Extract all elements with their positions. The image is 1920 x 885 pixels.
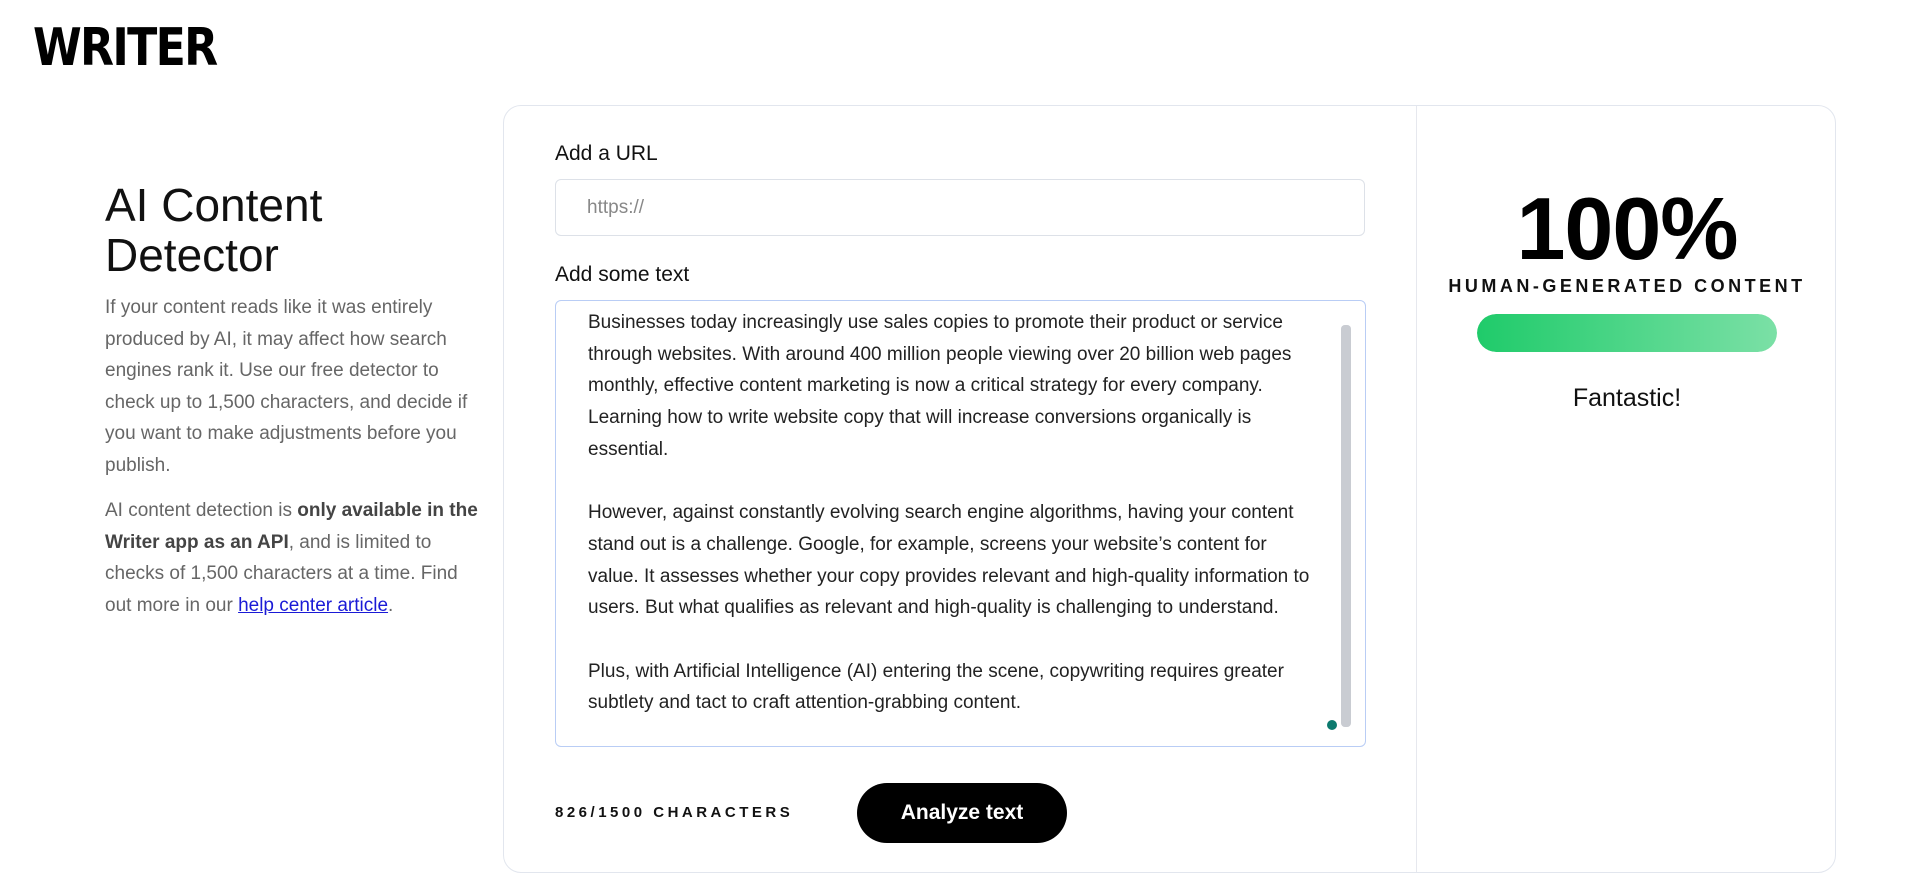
character-counter: 826/1500 CHARACTERS	[555, 804, 794, 821]
text-scrollbar[interactable]	[1341, 325, 1351, 727]
text-label: Add some text	[555, 263, 690, 286]
help-center-link[interactable]: help center article	[238, 594, 389, 616]
text-input-area[interactable]	[555, 300, 1366, 747]
page-title: AI Content Detector	[105, 179, 323, 281]
api-notice-bold: only available in the Writer app as an API	[105, 500, 478, 553]
text-paragraph: Businesses today increasingly use sales copies to promote their product or service through websites. With around 400 million people viewing over 20 billion web pages monthly, effective content marketing is now a critical strategy for every company. Learning how to write website copy that will increase conversions organically is essential.	[588, 312, 1292, 460]
detector-card	[503, 105, 1836, 873]
writer-logo[interactable]: WRITER	[33, 18, 217, 78]
url-input[interactable]	[555, 179, 1365, 236]
text-paragraph: However, against constantly evolving search engine algorithms, having your content stand out is a challenge. Google, for example, screens your website’s content for value. It assesses whether your copy provides relevant and high-quality information to users. But what qualifies as relevant and high-quality is challenging to understand.	[588, 502, 1310, 619]
human-score: 100%	[1516, 179, 1738, 278]
scrollbar-thumb[interactable]	[1341, 325, 1351, 727]
analyze-text-button[interactable]: Analyze text	[857, 783, 1067, 843]
verdict-text: Fantastic!	[1572, 384, 1682, 412]
intro-description: If your content reads like it was entirely produced by AI, it may affect how search engines rank it. Use our free detector to check up to 1,500 characters, and decide if you want to make adjustments before you publish.	[105, 297, 468, 476]
score-bar	[1477, 314, 1777, 352]
score-bar-fill	[1477, 314, 1777, 352]
result-panel	[1417, 106, 1837, 872]
api-notice: AI content detection is only available in the Writer app as an API, and is limited to checks of 1,500 characters at a time. Find out more in our help center article.	[105, 500, 478, 616]
text-paragraph: Plus, with Artificial Intelligence (AI) entering the scene, copywriting requires greater subtlety and tact to craft attention-grabbing content.	[588, 660, 1284, 714]
url-label: Add a URL	[555, 142, 658, 165]
grammarly-status-icon[interactable]	[1327, 720, 1337, 730]
intro-section	[105, 180, 485, 635]
score-caption: HUMAN-GENERATED CONTENT	[1448, 276, 1806, 296]
text-content[interactable]	[588, 307, 1313, 747]
